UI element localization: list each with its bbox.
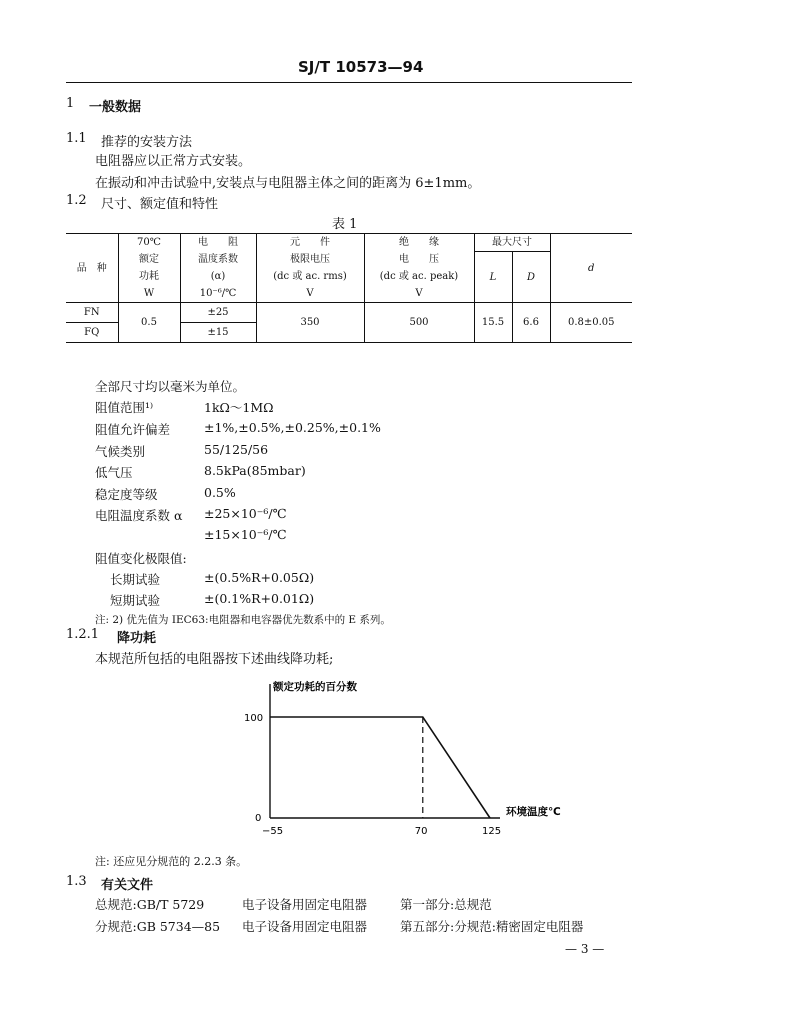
climate-label: 气候类别 (95, 444, 146, 459)
power-cell: 0.5 (118, 303, 180, 343)
sectional-spec-mid: 电子设备用固定电阻器 (242, 919, 368, 934)
dimensions-note: 全部尺寸均以毫米为单位。 (95, 379, 246, 394)
variety-cell: FQ (66, 323, 118, 343)
section-1-2-1-p: 本规范所包括的电阻器按下述曲线降功耗; (95, 652, 334, 667)
sectional-spec-label: 分规范:GB 5734—85 (95, 919, 221, 934)
d-cell: 0.8±0.05 (550, 303, 632, 343)
spec-table (66, 233, 632, 343)
low-pressure-value: 8.5kPa(85mbar) (204, 463, 306, 478)
header-rated-power: 70℃ 额定 功耗 W (118, 234, 180, 303)
table-row (66, 303, 632, 323)
volt-cell: 350 (256, 303, 364, 343)
header-temp-coefficient: 电 阻 温度系数 (α) 10⁻⁶/℃ (180, 234, 256, 303)
xtick-125: 125 (482, 826, 502, 837)
header-D: D (512, 252, 550, 303)
long-term-value: ±(0.5%R+0.05Ω) (204, 570, 315, 585)
range-value: 1kΩ～1MΩ (204, 400, 274, 415)
D-cell: 6.6 (512, 303, 550, 343)
doc-code: SJ/T 10573—94 (298, 58, 424, 76)
limit-label: 阻值变化极限值: (95, 551, 187, 566)
section-1-title: 一般数据 (89, 100, 142, 115)
header-rule (66, 82, 632, 83)
tc-value-1: ±25×10⁻⁶/℃ (204, 506, 287, 521)
derating-chart (0, 670, 809, 870)
tc-cell: ±15 (180, 323, 256, 343)
section-1-2-number: 1.2 (66, 193, 87, 208)
section-1-2-title: 尺寸、额定值和特性 (101, 197, 219, 212)
general-spec-mid: 电子设备用固定电阻器 (242, 897, 368, 912)
variety-cell: FN (66, 303, 118, 323)
sectional-spec-right: 第五部分:分规范:精密固定电阻器 (400, 919, 584, 934)
header-L: L (474, 252, 512, 303)
general-spec-label: 总规范:GB/T 5729 (95, 897, 205, 912)
derating-curve (270, 717, 490, 818)
short-term-label: 短期试验 (110, 593, 161, 608)
long-term-label: 长期试验 (110, 572, 161, 587)
climate-value: 55/125/56 (204, 442, 269, 457)
header-max-dimensions: 最大尺寸 (474, 234, 550, 252)
xtick-70: 70 (414, 826, 428, 837)
header-variety: 品 种 (66, 234, 118, 303)
tc-value-2: ±15×10⁻⁶/℃ (204, 527, 287, 542)
xtick-minus55: −55 (262, 826, 284, 837)
header-limit-voltage: 元 件 极限电压 (dc 或 ac. rms) V (256, 234, 364, 303)
stability-value: 0.5% (204, 485, 236, 500)
range-label: 阻值范围¹⁾ (95, 400, 154, 415)
section-1-3-number: 1.3 (66, 874, 87, 889)
chart-xlabel: 环境温度℃ (506, 806, 561, 818)
L-cell: 15.5 (474, 303, 512, 343)
section-1-number: 1 (66, 96, 75, 111)
ytick-0: 0 (255, 813, 262, 824)
section-1-2-1-title: 降功耗 (117, 631, 157, 646)
stability-label: 稳定度等级 (95, 487, 158, 502)
header-insulation-voltage: 绝 缘 电 压 (dc 或 ac. peak) V (364, 234, 474, 303)
table-caption: 表 1 (332, 217, 358, 232)
header-d: d (550, 234, 632, 303)
short-term-value: ±(0.1%R+0.01Ω) (204, 591, 315, 606)
section-1-1-p2: 在振动和冲击试验中,安装点与电阻器主体之间的距离为 6±1mm。 (95, 176, 481, 191)
section-1-1-p1: 电阻器应以正常方式安装。 (95, 154, 252, 169)
tolerance-value: ±1%,±0.5%,±0.25%,±0.1% (204, 420, 381, 435)
general-spec-right: 第一部分:总规范 (400, 897, 492, 912)
ytick-100: 100 (244, 713, 264, 724)
tc-label: 电阻温度系数 α (95, 508, 183, 523)
section-1-3-title: 有关文件 (101, 878, 154, 893)
page-number: — 3 — (565, 942, 605, 956)
tolerance-label: 阻值允许偏差 (95, 422, 171, 437)
tc-cell: ±25 (180, 303, 256, 323)
section-1-2-1-number: 1.2.1 (66, 627, 100, 642)
section-1-1-title: 推荐的安装方法 (101, 135, 193, 150)
footnote: 注: 2) 优先值为 IEC63:电阻器和电容器优先数系中的 E 系列。 (95, 614, 391, 626)
section-1-1-number: 1.1 (66, 131, 87, 146)
chart-note: 注: 还应见分规范的 2.2.3 条。 (95, 855, 248, 868)
ins-cell: 500 (364, 303, 474, 343)
low-pressure-label: 低气压 (95, 465, 133, 480)
chart-ylabel: 额定功耗的百分数 (273, 681, 357, 693)
